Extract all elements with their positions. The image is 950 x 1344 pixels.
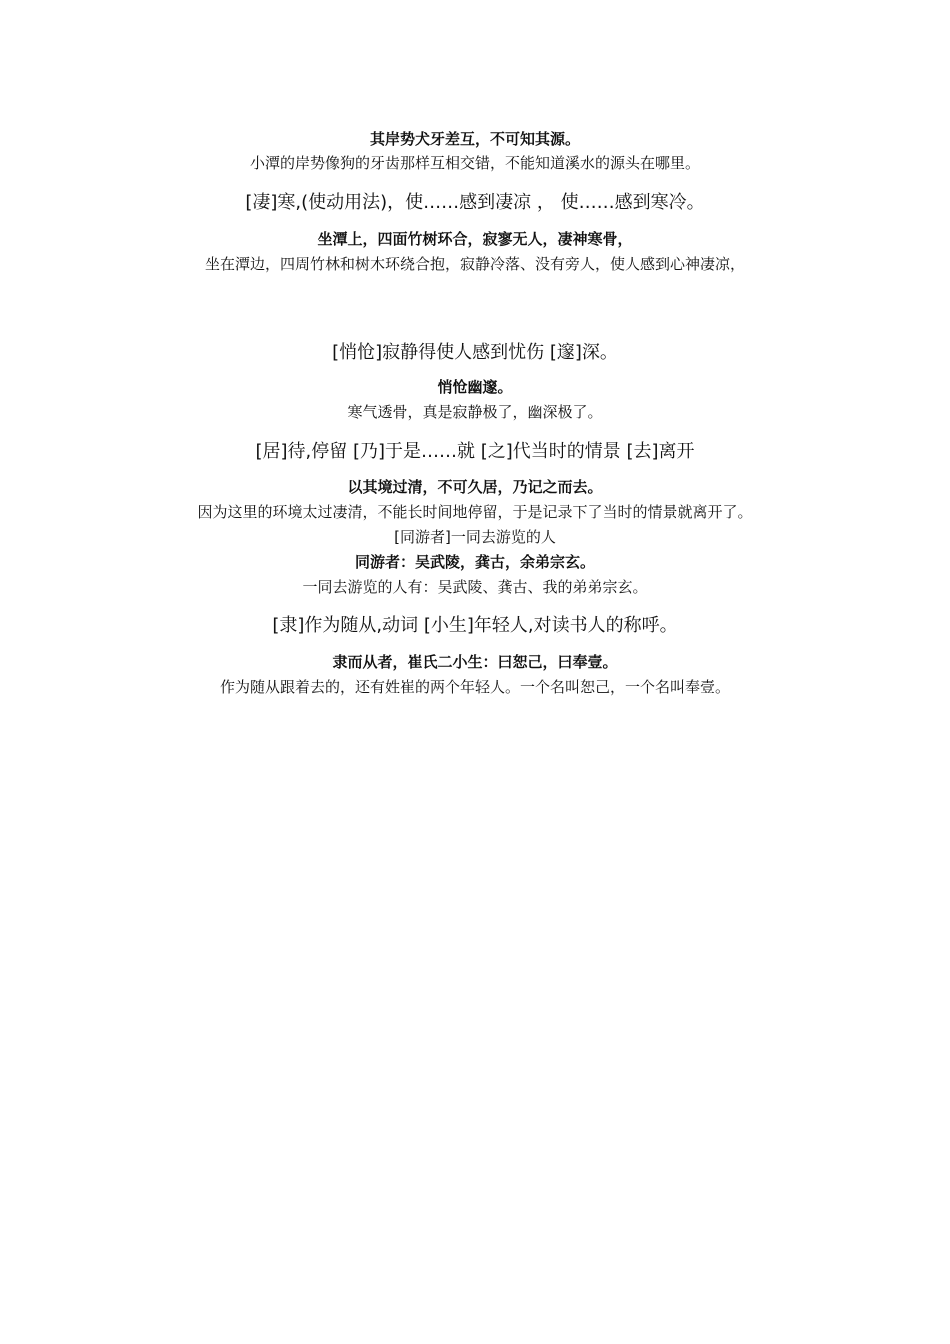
annotation-line-2: [悄怆]寂静得使人感到忧伤 [邃]深。: [332, 342, 618, 363]
translation-line-1: 小潭的岸势像狗的牙齿那样互相交错，不能知道溪水的源头在哪里。: [249, 154, 700, 172]
original-line-1: 其岸势犬牙差互，不可知其源。: [369, 130, 580, 148]
translation-line-5: 一同去游览的人有：吴武陵、龚古、我的弟弟宗玄。: [302, 578, 648, 596]
original-line-5: 同游者：吴武陵，龚古，余弟宗玄。: [354, 553, 595, 571]
translation-line-6: 作为随从跟着去的，还有姓崔的两个年轻人。一个名叫恕己，一个名叫奉壹。: [219, 678, 730, 696]
annotation-line-1: [凄]寒,(使动用法)，使……感到凄凉 ， 使……感到寒冷。: [245, 192, 705, 213]
original-line-2: 坐潭上，四面竹树环合，寂寥无人，凄神寒骨，: [317, 230, 633, 248]
original-line-4: 以其境过清，不可久居，乃记之而去。: [347, 478, 603, 496]
annotation-line-3: [居]待,停留 [乃]于是……就 [之]代当时的情景 [去]离开: [255, 441, 695, 462]
original-line-3: 悄怆幽邃。: [437, 378, 513, 396]
annotation-line-5: [隶]作为随从,动词 [小生]年轻人,对读书人的称呼。: [272, 615, 678, 636]
translation-line-3: 寒气透骨，真是寂静极了，幽深极了。: [347, 403, 603, 421]
annotation-line-4: [同游者]一同去游览的人: [394, 528, 556, 546]
translation-line-4: 因为这里的环境太过凄清，不能长时间地停留，于是记录下了当时的情景就离开了。: [197, 503, 753, 521]
original-line-6: 隶而从者，崔氏二小生：曰恕己，曰奉壹。: [332, 653, 618, 671]
translation-line-2: 坐在潭边，四周竹林和树木环绕合抱，寂静冷落、没有旁人，使人感到心神凄凉，: [204, 255, 745, 273]
